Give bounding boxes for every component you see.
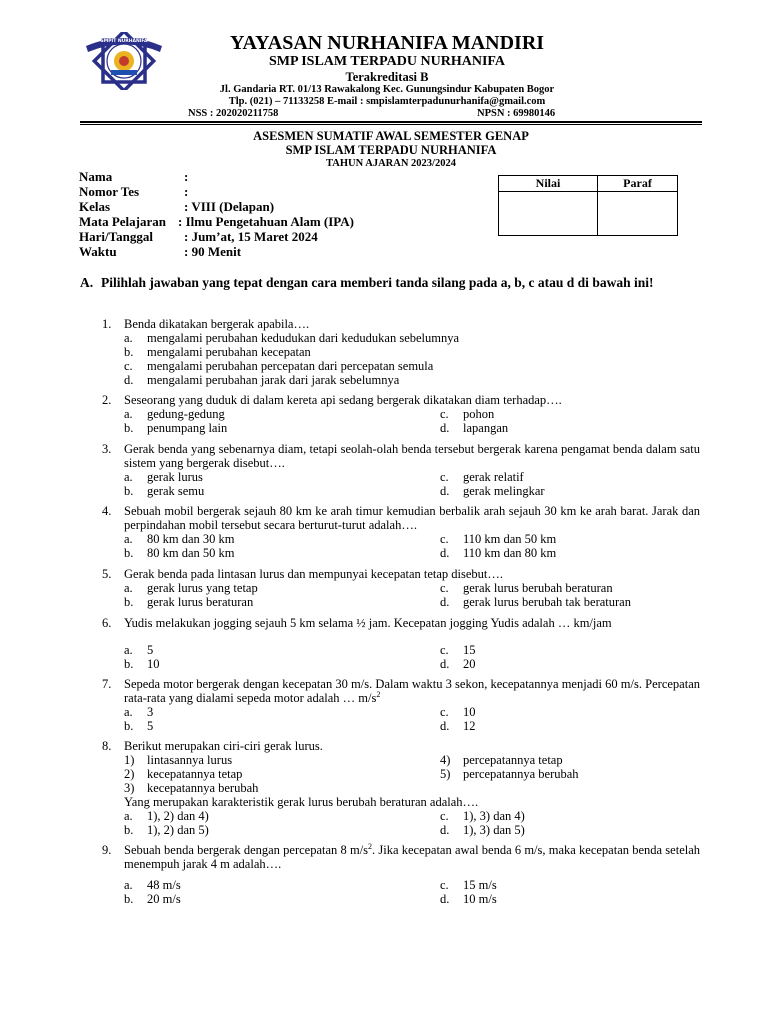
- score-field[interactable]: [499, 192, 598, 236]
- school-name: SMP ISLAM TERPADU NURHANIFA: [268, 54, 506, 69]
- question-number: 7.: [102, 677, 112, 691]
- question-number: 6.: [102, 616, 112, 630]
- option-text: 1), 2) dan 4): [147, 809, 209, 823]
- option-letter[interactable]: d.: [440, 719, 450, 733]
- option-text: lapangan: [463, 421, 509, 435]
- option-text: 15 m/s: [463, 878, 497, 892]
- item-text: percepatannya berubah: [463, 767, 579, 781]
- option-text: gerak relatif: [463, 470, 524, 484]
- option-text: gerak lurus yang tetap: [147, 581, 258, 595]
- option-text: 1), 3) dan 4): [463, 809, 525, 823]
- address: Jl. Gandaria RT. 01/13 Rawakalong Kec. Gunungsindur Kabupaten Bogor: [219, 84, 555, 95]
- option-text: mengalami perubahan percepatan dari percepatan semula: [147, 359, 434, 373]
- option-letter[interactable]: d.: [440, 892, 450, 906]
- option-letter[interactable]: c.: [440, 470, 449, 484]
- option-text: 80 km dan 30 km: [147, 532, 235, 546]
- exam-year: TAHUN AJARAN 2023/2024: [326, 158, 456, 169]
- identity-label-subject: Mata Pelajaran: [79, 214, 167, 229]
- accreditation: Terakreditasi B: [345, 70, 429, 84]
- identity-label-name: Nama: [79, 169, 113, 184]
- question-number: 5.: [102, 567, 112, 581]
- foundation-name: YAYASAN NURHANIFA MANDIRI: [229, 32, 545, 54]
- identity-value-time: : 90 Menit: [184, 244, 242, 259]
- option-letter[interactable]: b.: [124, 546, 134, 560]
- school-logo: [80, 32, 168, 90]
- identity-value-name: :: [184, 169, 189, 184]
- item-text: lintasannya lurus: [147, 753, 233, 767]
- superscript: 2: [376, 689, 381, 699]
- option-letter[interactable]: d.: [440, 546, 450, 560]
- identity-label-class: Kelas: [79, 199, 111, 214]
- option-letter[interactable]: b.: [124, 719, 134, 733]
- option-letter[interactable]: b.: [124, 892, 134, 906]
- option-text: 20: [463, 657, 476, 671]
- exam-school: SMP ISLAM TERPADU NURHANIFA: [285, 143, 497, 157]
- option-text: gerak lurus beraturan: [147, 595, 254, 609]
- option-text: 10 m/s: [463, 892, 497, 906]
- option-letter[interactable]: a.: [124, 407, 133, 421]
- option-letter[interactable]: a.: [124, 705, 133, 719]
- option-letter[interactable]: b.: [124, 345, 134, 359]
- score-box: [498, 175, 678, 236]
- item-number: 5): [440, 767, 451, 781]
- section-instruction: Pilihlah jawaban yang tepat dengan cara memberi tanda silang pada a, b, c atau d di bawah ini!: [101, 275, 654, 290]
- question-text-part: Sepeda motor bergerak dengan kecepatan 30 m/s. Dalam waktu 3 sekon, kecepatannya menjadi 60 m/s. Percepatan rata-rata yang dialami sepeda motor adalah … m/s: [124, 677, 700, 705]
- question-text: Benda dikatakan bergerak apabila….: [124, 317, 310, 331]
- contact: Tlp. (021) – 71133258 E-mail : smpislamterpadunurhanifa@gmail.com: [228, 96, 546, 107]
- option-text: penumpang lain: [147, 421, 228, 435]
- option-letter[interactable]: c.: [440, 407, 449, 421]
- question-number: 1.: [102, 317, 112, 331]
- option-text: 3: [147, 705, 154, 719]
- item-text: kecepatannya tetap: [147, 767, 243, 781]
- option-text: mengalami perubahan kedudukan dari kedudukan sebelumnya: [147, 331, 460, 345]
- letterhead-divider: [80, 121, 702, 123]
- option-text: mengalami perubahan jarak dari jarak sebelumnya: [147, 373, 400, 387]
- item-number: 1): [124, 753, 135, 767]
- option-text: 1), 3) dan 5): [463, 823, 525, 837]
- question-number: 3.: [102, 442, 112, 456]
- question-text: Berikut merupakan ciri-ciri gerak lurus.: [124, 739, 323, 753]
- option-letter[interactable]: c.: [440, 705, 449, 719]
- option-letter[interactable]: b.: [124, 657, 134, 671]
- question-text: [124, 677, 700, 705]
- section-letter: A.: [80, 275, 94, 290]
- signature-field[interactable]: [598, 192, 678, 236]
- option-text: gerak melingkar: [463, 484, 545, 498]
- question-text: Yudis melakukan jogging sejauh 5 km selama ½ jam. Kecepatan jogging Yudis adalah … km/jam: [124, 616, 612, 630]
- option-text: 110 km dan 80 km: [463, 546, 557, 560]
- option-text: pohon: [463, 407, 495, 421]
- item-text: percepatannya tetap: [463, 753, 563, 767]
- option-letter[interactable]: d.: [440, 421, 450, 435]
- identity-value-test-number: :: [184, 184, 189, 199]
- option-letter[interactable]: b.: [124, 823, 134, 837]
- option-letter[interactable]: c.: [440, 643, 449, 657]
- logo-text: SMPIT NURHANIFA: [100, 39, 148, 44]
- option-letter[interactable]: d.: [440, 657, 450, 671]
- identity-value-subject: : Ilmu Pengetahuan Alam (IPA): [178, 214, 354, 229]
- option-text: gedung-gedung: [147, 407, 225, 421]
- question-number: 2.: [102, 393, 112, 407]
- question-text: Sebuah mobil bergerak sejauh 80 km ke arah timur kemudian berbalik arah sejauh 30 km ke arah barat. Jarak dan perpindahan mobil tersebut secara berturut-turut adalah….: [124, 504, 700, 532]
- option-text: gerak lurus berubah tak beraturan: [463, 595, 631, 609]
- option-letter[interactable]: c.: [440, 809, 449, 823]
- option-letter[interactable]: b.: [124, 595, 134, 609]
- option-letter[interactable]: b.: [124, 484, 134, 498]
- option-text: 12: [463, 719, 476, 733]
- item-number: 2): [124, 767, 135, 781]
- option-letter[interactable]: c.: [440, 532, 449, 546]
- option-letter[interactable]: a.: [124, 532, 133, 546]
- identity-value-date: : Jum’at, 15 Maret 2024: [184, 229, 318, 244]
- option-letter[interactable]: a.: [124, 878, 133, 892]
- option-letter[interactable]: a.: [124, 331, 133, 345]
- option-letter[interactable]: a.: [124, 809, 133, 823]
- identity-label-date: Hari/Tanggal: [79, 229, 153, 244]
- question-number: 8.: [102, 739, 112, 753]
- option-letter[interactable]: d.: [124, 373, 134, 387]
- option-text: gerak lurus: [147, 470, 203, 484]
- score-header: Nilai: [499, 176, 598, 192]
- option-letter[interactable]: a.: [124, 581, 133, 595]
- question-text: Gerak benda yang sebenarnya diam, tetapi seolah-olah benda tersebut bergerak karena pengamat benda dalam satu sistem yang bergerak disebut….: [124, 442, 700, 470]
- option-text: 10: [147, 657, 160, 671]
- option-letter[interactable]: a.: [124, 470, 133, 484]
- option-text: 1), 2) dan 5): [147, 823, 209, 837]
- question-text-part: Sebuah benda bergerak dengan percepatan 8 m/s: [124, 843, 369, 857]
- item-number: 3): [124, 781, 135, 795]
- option-text: 5: [147, 643, 154, 657]
- option-text: 15: [463, 643, 476, 657]
- option-text: 110 km dan 50 km: [463, 532, 557, 546]
- identity-value-class: : VIII (Delapan): [184, 199, 275, 214]
- item-number: 4): [440, 753, 451, 767]
- question-number: 9.: [102, 843, 112, 857]
- option-letter[interactable]: c.: [124, 359, 133, 373]
- question-prompt: Yang merupakan karakteristik gerak lurus berubah beraturan adalah….: [124, 795, 479, 809]
- option-letter[interactable]: c.: [440, 878, 449, 892]
- option-letter[interactable]: d.: [440, 823, 450, 837]
- option-text: 20 m/s: [147, 892, 181, 906]
- identity-label-time: Waktu: [79, 244, 117, 259]
- question-text-part: . Jika kecepatan awal benda 6 m/s, maka kecepatan benda setelah menempuh jarak 4 m adalah….: [124, 843, 701, 871]
- identity-label-test-number: Nomor Tes: [79, 184, 140, 199]
- option-text: 10: [463, 705, 476, 719]
- question-text: Seseorang yang duduk di dalam kereta api sedang bergerak dikatakan diam terhadap….: [124, 393, 562, 407]
- option-letter[interactable]: c.: [440, 581, 449, 595]
- option-text: 5: [147, 719, 154, 733]
- signature-header: Paraf: [598, 176, 678, 192]
- option-text: gerak semu: [147, 484, 205, 498]
- option-text: mengalami perubahan kecepatan: [147, 345, 311, 359]
- question-number: 4.: [102, 504, 112, 518]
- exam-title: ASESMEN SUMATIF AWAL SEMESTER GENAP: [253, 129, 529, 143]
- option-text: 48 m/s: [147, 878, 181, 892]
- question-text: [124, 843, 700, 871]
- nss: NSS : 202020211758: [188, 108, 279, 119]
- option-letter[interactable]: b.: [124, 421, 134, 435]
- option-text: gerak lurus berubah beraturan: [463, 581, 613, 595]
- option-letter[interactable]: d.: [440, 484, 450, 498]
- item-text: kecepatannya berubah: [147, 781, 259, 795]
- npsn: NPSN : 69980146: [477, 108, 556, 119]
- superscript: 2: [368, 841, 373, 851]
- option-letter[interactable]: a.: [124, 643, 133, 657]
- question-text: Gerak benda pada lintasan lurus dan mempunyai kecepatan tetap disebut….: [124, 567, 504, 581]
- letterhead-divider-thin: [80, 124, 702, 125]
- option-text: 80 km dan 50 km: [147, 546, 235, 560]
- option-letter[interactable]: d.: [440, 595, 450, 609]
